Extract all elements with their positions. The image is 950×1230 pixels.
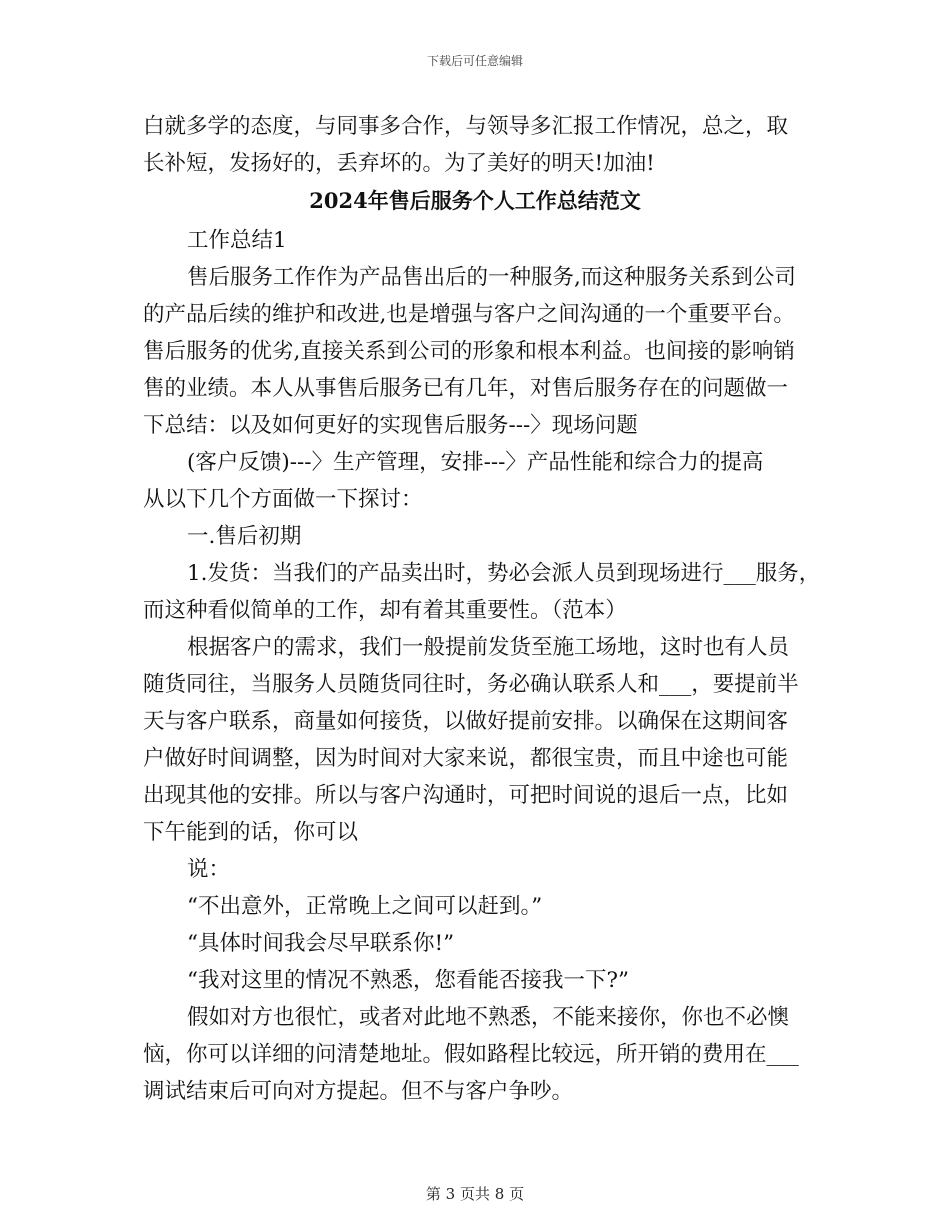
para1-line-5: 下总结：以及如何更好的实现售后服务---〉现场问题 <box>143 413 638 438</box>
document-title: 2024年售后服务个人工作总结范文 <box>309 188 641 213</box>
para3-line-2: 而这种看似简单的工作，却有着其重要性。（范本） <box>143 598 627 623</box>
para5-line-2: 恼，你可以详细的问清楚地址。假如路程比较远，所开销的费用在___ <box>143 1042 799 1067</box>
para1-line-2: 的产品后续的维护和改进,也是增强与客户之间沟通的一个重要平台。 <box>143 302 795 327</box>
para1-line-3: 售后服务的优劣,直接关系到公司的形象和根本利益。也间接的影响销 <box>143 339 795 364</box>
para1-line-1: 售后服务工作作为产品售出后的一种服务,而这种服务关系到公司 <box>187 265 796 290</box>
para2-line-1: (客户反馈)---〉生产管理，安排---〉产品性能和综合力的提高 <box>187 450 764 475</box>
para4-line-6: 下午能到的话，你可以 <box>143 820 359 845</box>
para2-line-2: 从以下几个方面做一下探讨： <box>143 487 423 512</box>
say-line: 说： <box>187 857 231 882</box>
para5-line-1: 假如对方也很忙，或者对此地不熟悉，不能来接你，你也不必懊 <box>187 1005 790 1030</box>
intro-line-2: 长补短，发扬好的，丢弃坏的。为了美好的明天!加油! <box>143 151 655 176</box>
para3-line-1: 1.发货：当我们的产品卖出时，势必会派人员到现场进行___服务， <box>187 561 821 586</box>
para4-line-2: 随货同往，当服务人员随货同往时，务必确认联系人和___，要提前半 <box>143 672 799 697</box>
para4-line-3: 天与客户联系，商量如何接货，以做好提前安排。以确保在这期间客 <box>143 709 789 734</box>
quote-1: “不出意外，正常晚上之间可以赶到。” <box>187 894 543 919</box>
section-subtitle: 工作总结1 <box>187 228 287 253</box>
section-heading-1: 一.售后初期 <box>187 524 302 549</box>
intro-line-1: 白就多学的态度，与同事多合作，与领导多汇报工作情况，总之，取 <box>143 114 789 139</box>
quote-3: “我对这里的情况不熟悉，您看能否接我一下?” <box>187 968 630 993</box>
page-header: 下载后可任意编辑 <box>426 54 523 68</box>
para4-line-4: 户做好时间调整，因为时间对大家来说，都很宝贵，而且中途也可能 <box>143 746 789 771</box>
para1-line-4: 售的业绩。本人从事售后服务已有几年，对售后服务存在的问题做一 <box>143 376 789 401</box>
para4-line-5: 出现其他的安排。所以与客户沟通时，可把时间说的退后一点，比如 <box>143 783 789 808</box>
para4-line-1: 根据客户的需求，我们一般提前发货至施工场地，这时也有人员 <box>187 635 790 660</box>
quote-2: “具体时间我会尽早联系你!” <box>187 931 455 956</box>
para5-line-3: 调试结束后可向对方提起。但不与客户争吵。 <box>143 1079 574 1104</box>
page-footer: 第 3 页共 8 页 <box>425 1185 525 1203</box>
